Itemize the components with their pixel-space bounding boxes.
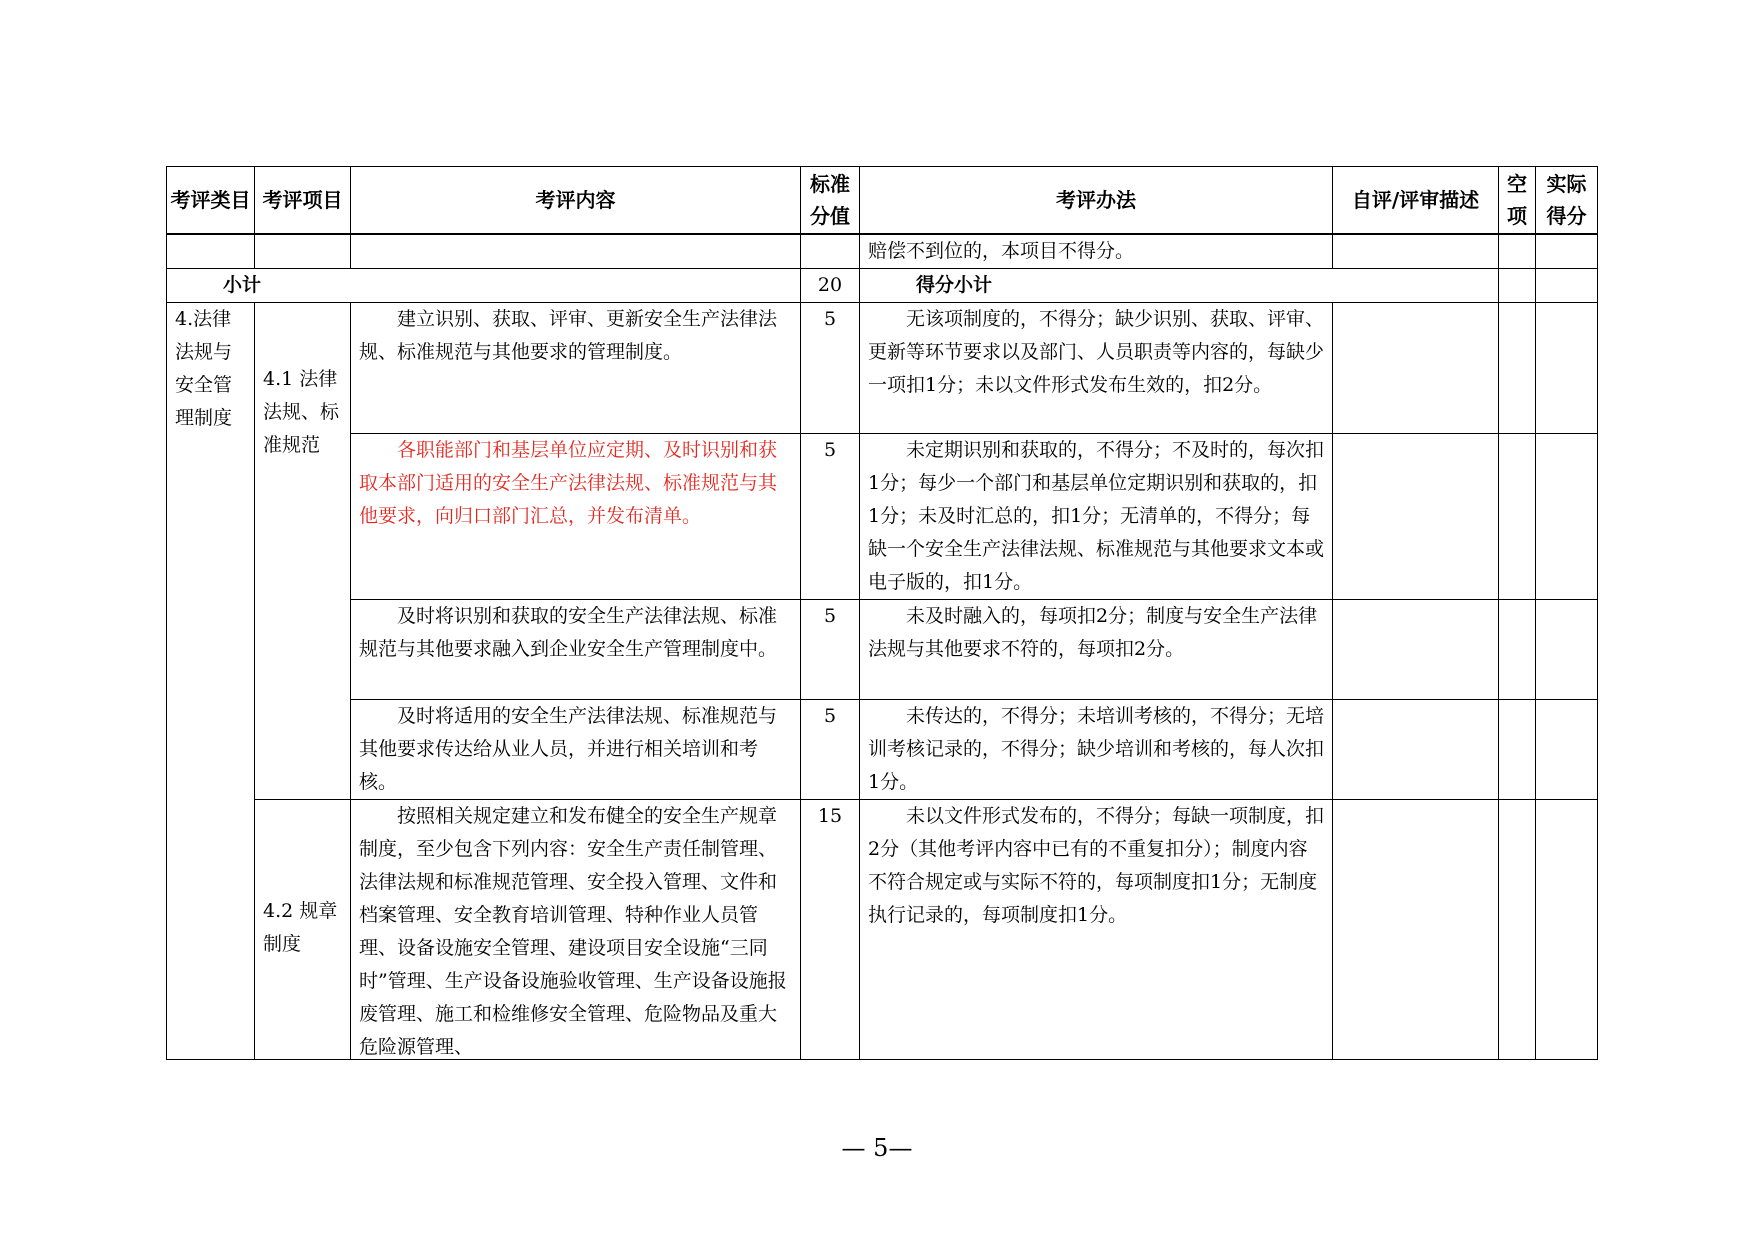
- evaluation-table: [166, 166, 1598, 1060]
- method-cell: 未及时融入的，每项扣2分；制度与安全生产法律法规与其他要求不符的，每项扣2分。: [860, 600, 1333, 700]
- table-row: [167, 800, 1598, 1060]
- score-cell: 5: [801, 303, 860, 434]
- header-category: 考评类目: [167, 167, 255, 235]
- score-cell: 5: [801, 600, 860, 700]
- method-cell: 未传达的，不得分；未培训考核的，不得分；无培训考核记录的，不得分；缺少培训和考核的，每人次扣1分。: [860, 700, 1333, 800]
- table-row: [167, 600, 1598, 700]
- header-self-review: 自评/评审描述: [1333, 167, 1499, 235]
- continuation-row: [167, 234, 1598, 269]
- item-label: 4.1 法律法规、标准规范: [255, 303, 351, 800]
- content-cell: 及时将识别和获取的安全生产法律法规、标准规范与其他要求融入到企业安全生产管理制度中。: [351, 600, 801, 700]
- table-row: [167, 700, 1598, 800]
- score-cell: 5: [801, 700, 860, 800]
- method-cell: 未以文件形式发布的，不得分；每缺一项制度，扣2分（其他考评内容中已有的不重复扣分）；制度内容不符合规定或与实际不符的，每项制度扣1分；无制度执行记录的，每项制度扣1分。: [860, 800, 1333, 1060]
- subtotal-method-label: 得分小计: [860, 269, 1499, 303]
- table-row: [167, 303, 1598, 434]
- category-cell: 4.法律法规与安全管理制度: [167, 303, 255, 1060]
- header-empty-item: 空项: [1499, 167, 1536, 235]
- header-row: [167, 167, 1598, 235]
- content-text: 按照相关规定建立和发布健全的安全生产规章制度，至少包含下列内容：安全生产责任制管理、法律法规和标准规范管理、安全投入管理、文件和档案管理、安全教育培训管理、特种作业人员管理、设备设施安全管理、建设项目安全设施“三同时”管理、生产设备设施验收管理、生产设备设施报废管理、施工和检维修安全管理、危险物品及重大危险源管理、: [359, 805, 787, 1058]
- score-cell: 15: [801, 800, 860, 1060]
- content-cell-highlighted: 各职能部门和基层单位应定期、及时识别和获取本部门适用的安全生产法律法规、标准规范与其他要求，向归口部门汇总，并发布清单。: [351, 434, 801, 600]
- continuation-method: 赔偿不到位的，本项目不得分。: [860, 234, 1333, 269]
- content-cell: 建立识别、获取、评审、更新安全生产法律法规、标准规范与其他要求的管理制度。: [351, 303, 801, 434]
- table-row: [167, 434, 1598, 600]
- header-actual-score: 实际得分: [1536, 167, 1598, 235]
- score-cell: 5: [801, 434, 860, 600]
- header-item: 考评项目: [255, 167, 351, 235]
- header-method: 考评办法: [860, 167, 1333, 235]
- subtotal-row: [167, 269, 1598, 303]
- content-cell: 及时将适用的安全生产法律法规、标准规范与其他要求传达给从业人员，并进行相关培训和考核。: [351, 700, 801, 800]
- subtotal-label: 小计: [167, 269, 801, 303]
- item-label: 4.2 规章制度: [255, 800, 351, 1060]
- header-content: 考评内容: [351, 167, 801, 235]
- subtotal-score: 20: [801, 269, 860, 303]
- content-cell: [351, 800, 801, 1060]
- header-standard-score: 标准分值: [801, 167, 860, 235]
- page-number: — 5—: [841, 1134, 913, 1162]
- method-cell: 未定期识别和获取的，不得分；不及时的，每次扣1分；每少一个部门和基层单位定期识别和获取的，扣1分；未及时汇总的，扣1分；无清单的，不得分；每缺一个安全生产法律法规、标准规范与其他要求文本或电子版的，扣1分。: [860, 434, 1333, 600]
- method-cell: 无该项制度的，不得分；缺少识别、获取、评审、更新等环节要求以及部门、人员职责等内容的，每缺少一项扣1分；未以文件形式发布生效的，扣2分。: [860, 303, 1333, 434]
